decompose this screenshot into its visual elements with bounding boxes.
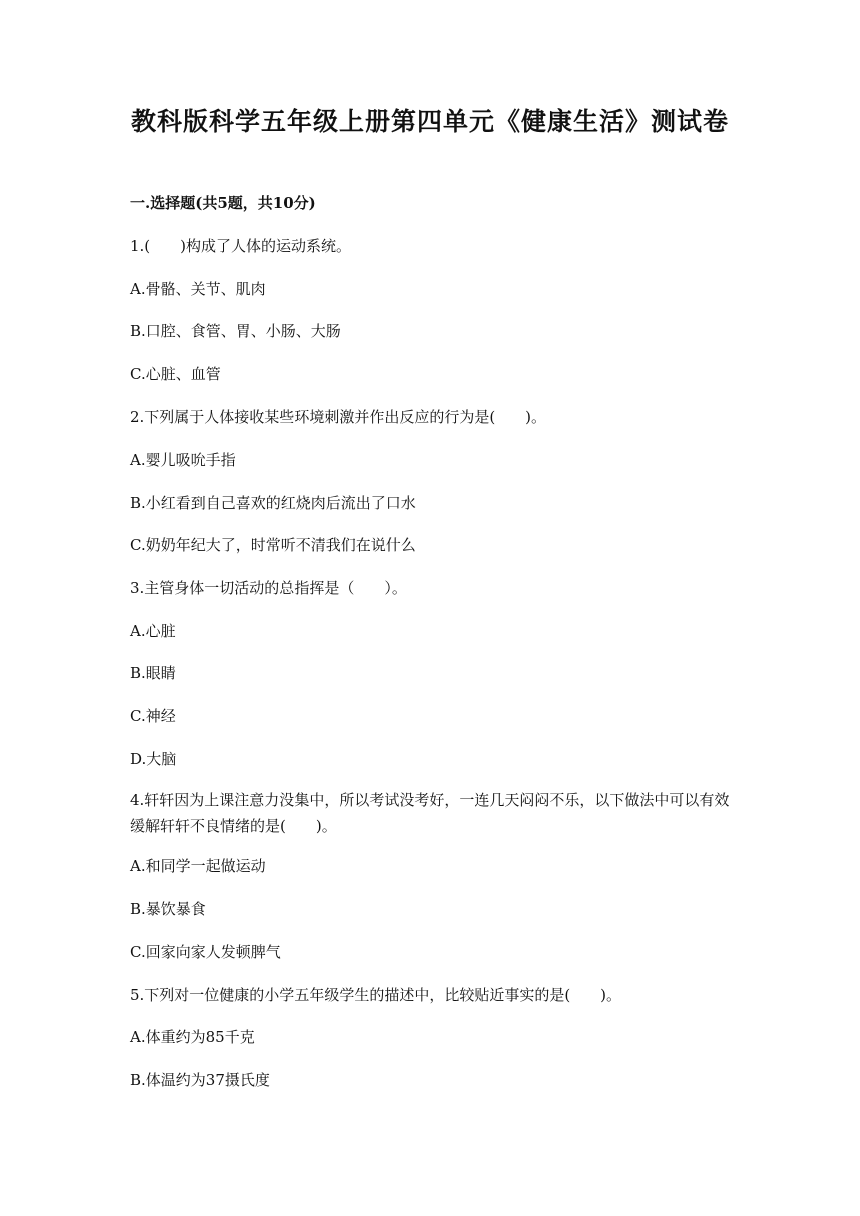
question-4-option-c: C.回家向家人发顿脾气	[130, 943, 281, 961]
question-4-option-a: A.和同学一起做运动	[130, 857, 266, 875]
question-1-option-c: C.心脏、血管	[130, 365, 221, 383]
page-title: 教科版科学五年级上册第四单元《健康生活》测试卷	[130, 107, 729, 136]
question-4-stem: 4.轩轩因为上课注意力没集中，所以考试没考好，一连几天闷闷不乐，以下做法中可以有效缓解轩轩不良情绪的是( )。	[130, 791, 730, 835]
section-heading: 一.选择题(共5题，共10分)	[130, 194, 316, 212]
question-3-option-b: B.眼睛	[130, 664, 176, 682]
question-1-option-b: B.口腔、食管、胃、小肠、大肠	[130, 322, 341, 340]
question-2-option-a: A.婴儿吸吮手指	[130, 451, 236, 469]
question-5-option-a: A.体重约为85千克	[130, 1028, 255, 1046]
question-3-option-a: A.心脏	[130, 622, 176, 640]
question-4-option-b: B.暴饮暴食	[130, 900, 206, 918]
question-2-option-b: B.小红看到自己喜欢的红烧肉后流出了口水	[130, 494, 416, 512]
question-3-option-c: C.神经	[130, 707, 176, 725]
question-5-stem: 5.下列对一位健康的小学五年级学生的描述中，比较贴近事实的是( )。	[130, 986, 622, 1004]
question-2-stem: 2.下列属于人体接收某些环境刺激并作出反应的行为是( )。	[130, 408, 547, 426]
question-5-option-b: B.体温约为37摄氏度	[130, 1071, 270, 1089]
question-1-option-a: A.骨骼、关节、肌肉	[130, 280, 266, 298]
question-2-option-c: C.奶奶年纪大了，时常听不清我们在说什么	[130, 536, 416, 554]
question-3-stem: 3.主管身体一切活动的总指挥是（ ）。	[130, 579, 407, 597]
question-1-stem: 1.( )构成了人体的运动系统。	[130, 237, 352, 255]
question-3-option-d: D.大脑	[130, 750, 177, 768]
